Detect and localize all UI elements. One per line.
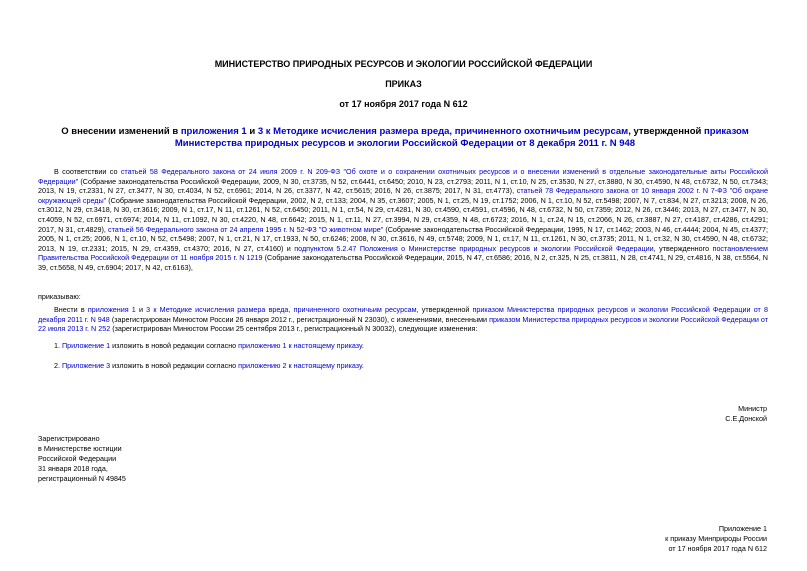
item-text: . bbox=[361, 361, 364, 370]
document-type: ПРИКАЗ bbox=[385, 79, 422, 89]
order-appendix-2-link[interactable]: приложению 2 к настоящему приказу bbox=[238, 361, 362, 370]
registration-line: Российской Федерации bbox=[38, 454, 117, 463]
appendix-1-link[interactable]: приложения 1 bbox=[180, 126, 247, 137]
order-948-link[interactable]: приказом Министерства природных ресурсов и экологии Российской Федерации от 8 декабря 2011 г. N 948 bbox=[38, 305, 768, 324]
list-item bbox=[54, 341, 364, 351]
registration-line: Зарегистрировано bbox=[38, 434, 100, 443]
methodology-appendix-3-link[interactable]: 3 к Методике исчисления размера вреда, причиненного охотничьим ресурсам bbox=[257, 126, 629, 137]
body-text: (зарегистрирован Минюстом России 26 января 2012 г., регистрационный N 23030), с изменениями, внесенными bbox=[109, 314, 490, 324]
body-text: , утвержденной bbox=[416, 305, 473, 314]
body-text: Внести в bbox=[54, 305, 88, 314]
signature-title: Министр bbox=[738, 404, 767, 413]
registration-line: в Министерстве юстиции bbox=[38, 444, 122, 453]
order-252-link[interactable]: приказом Министерства природных ресурсов и экологии Российской Федерации от 22 июля 2013 г. N 252 bbox=[38, 314, 768, 334]
item-number: 1. bbox=[54, 341, 62, 350]
order-948-link[interactable]: приказом Министерства природных ресурсов и экологии Российской Федерации от 8 декабря 2011 г. N 948 bbox=[174, 126, 749, 149]
preamble-paragraph bbox=[38, 167, 768, 273]
body-text: и bbox=[135, 305, 147, 314]
preamble-text: (Собрание законодательства Российской Федерации, 2009, N 30, ст.3735, N 52, ст.6441, ст.6450; 2010, N 23, ст.2793; 2011, N 1, ст.10, N 25, ст.3530, N 27, ст.3880, N 30, ст.4590, N 48, ст.6732, N 50, ст.7343; 2013, N 19, ст.2331, N 27, ст.3477, N 30, ст.4034, N 52, ст.6961; 2014, N 26, ст.3377, N 42, ст.5615; 2016, N 26, ст.3875; 2017, N 31, ст.4773), bbox=[38, 176, 768, 196]
law-209-fz-link[interactable]: статьей 58 Федерального закона от 24 июля 2009 г. N 209-ФЗ "Об охоте и о сохранении охотничьих ресурсов и о внесении изменений в отдельные законодательные акты Российской Федерации" bbox=[38, 167, 768, 186]
appendix-date: от 17 ноября 2017 года N 612 bbox=[668, 544, 767, 553]
body-paragraph bbox=[38, 305, 768, 334]
preamble-text: (Собрание законодательства Российской Федерации, 1995, N 17, ст.1462; 2003, N 46, ст.4444; 2004, N 45, ст.4377; 2005, N 1, ст.25; 2006, N 1, ст.10, N 52, ст.5498; 2007, N 1, ст.21, N 17, ст.1933, N 50, ст.6246; 2008, N 30, ст.3616, N 49, ст.5748; 2009, N 1, ст.17, N 11, ст.1261, N 30, ст.3735; 2011, N 1, ст.32, N 30, ст.4590, N 48, ст.6732; 2013, N 19, ст.2331; 2015, N 29, ст.4359, ст.4370; 2016, N 27, ст.4160) и bbox=[38, 224, 768, 253]
preamble-text: В соответствии со bbox=[54, 167, 121, 176]
subject-text: О внесении изменений в bbox=[61, 126, 181, 137]
preamble-text: , утвержденного bbox=[653, 243, 713, 253]
subject-text: и bbox=[246, 126, 258, 137]
appendix-1-link[interactable]: Приложение 1 bbox=[62, 341, 111, 350]
appendix-1-link[interactable]: приложения 1 bbox=[87, 305, 136, 314]
signature-name: С.Е.Донской bbox=[725, 414, 767, 423]
law-52-fz-link[interactable]: статьей 56 Федерального закона от 24 апреля 1995 г. N 52-ФЗ "О животном мире" bbox=[107, 224, 384, 234]
item-number: 2. bbox=[54, 361, 62, 370]
body-text: (зарегистрирован Минюстом России 25 сентября 2013 г., регистрационный N 30032), следующие изменения: bbox=[110, 324, 478, 334]
document-date-number: от 17 ноября 2017 года N 612 bbox=[339, 99, 468, 109]
appendix-3-link[interactable]: Приложение 3 bbox=[62, 361, 111, 370]
law-7-fz-link[interactable]: статьей 78 Федерального закона от 10 января 2002 г. N 7-ФЗ "Об охране окружающей среды" bbox=[38, 186, 768, 205]
methodology-appendix-3-link[interactable]: 3 к Методике исчисления размера вреда, причиненного охотничьим ресурсам bbox=[146, 305, 417, 314]
list-item bbox=[54, 361, 364, 371]
subject-text: , утвержденной bbox=[628, 126, 705, 137]
preamble-text: (Собрание законодательства Российской Федерации, 2002, N 2, ст.133; 2004, N 35, ст.3607; 2005, N 1, ст.25, N 19, ст.1752; 2006, N 1, ст.10, N 52, ст.5498; 2007, N 7, ст.834, N 27, ст.3213; 2008, N 26, ст.3012, N 29, ст.3418, N 30, ст.3616; 2009, N 1, ст.17, N 11, ст.1261, N 52, ст.6450; 2011, N 1, ст.54, N 29, ст.4281, N 30, ст.4590, ст.4591, ст.4596, N 48, ст.6732, N 50, ст.7359; 2012, N 26, ст.3446; 2013, N 27, ст.3477, N 30, ст.4059, N 52, ст.6971, ст.6974; 2014, N 11, ст.1092, N 30, ст.4220, N 48, ст.6642; 2015, N 1, ст.11, N 27, ст.3994, N 29, ст.4359, N 48, ст.6723; 2016, N 1, ст.24, N 15, ст.2066, N 26, ст.3887, N 27, ст.4187, ст.4286, ст.4291; 2017, N 31, ст.4829), bbox=[38, 195, 768, 234]
order-appendix-1-link[interactable]: приложению 1 к настоящему приказу bbox=[238, 341, 362, 350]
ministry-title: МИНИСТЕРСТВО ПРИРОДНЫХ РЕСУРСОВ И ЭКОЛОГИИ РОССИЙСКОЙ ФЕДЕРАЦИИ bbox=[214, 59, 593, 69]
registration-line: 31 января 2018 года, bbox=[38, 464, 108, 473]
regulation-5-2-47-link[interactable]: подпунктом 5.2.47 Положения о Министерстве природных ресурсов и экологии Российской Федерации bbox=[294, 243, 654, 253]
item-text: . bbox=[361, 341, 364, 350]
registration-line: регистрационный N 49845 bbox=[38, 474, 126, 483]
preamble-text: (Собрание законодательства Российской Федерации, 2015, N 47, ст.6586; 2016, N 2, ст.325, N 25, ст.3811, N 28, ст.4741, N 29, ст.4816, N 38, ст.5564, N 39, ст.5658, N 49, ст.6904; 2017, N 42, ст.6163), bbox=[38, 253, 768, 272]
appendix-heading: Приложение 1 bbox=[718, 524, 767, 533]
appendix-reference: к приказу Минприроды России bbox=[665, 534, 767, 543]
resolution-1219-link[interactable]: постановлением Правительства Российской Федерации от 11 ноября 2015 г. N 1219 bbox=[38, 243, 768, 263]
document-subject bbox=[52, 126, 758, 150]
order-word: приказываю: bbox=[38, 292, 81, 301]
item-text: изложить в новой редакции согласно bbox=[110, 341, 239, 350]
item-text: изложить в новой редакции согласно bbox=[110, 361, 239, 370]
